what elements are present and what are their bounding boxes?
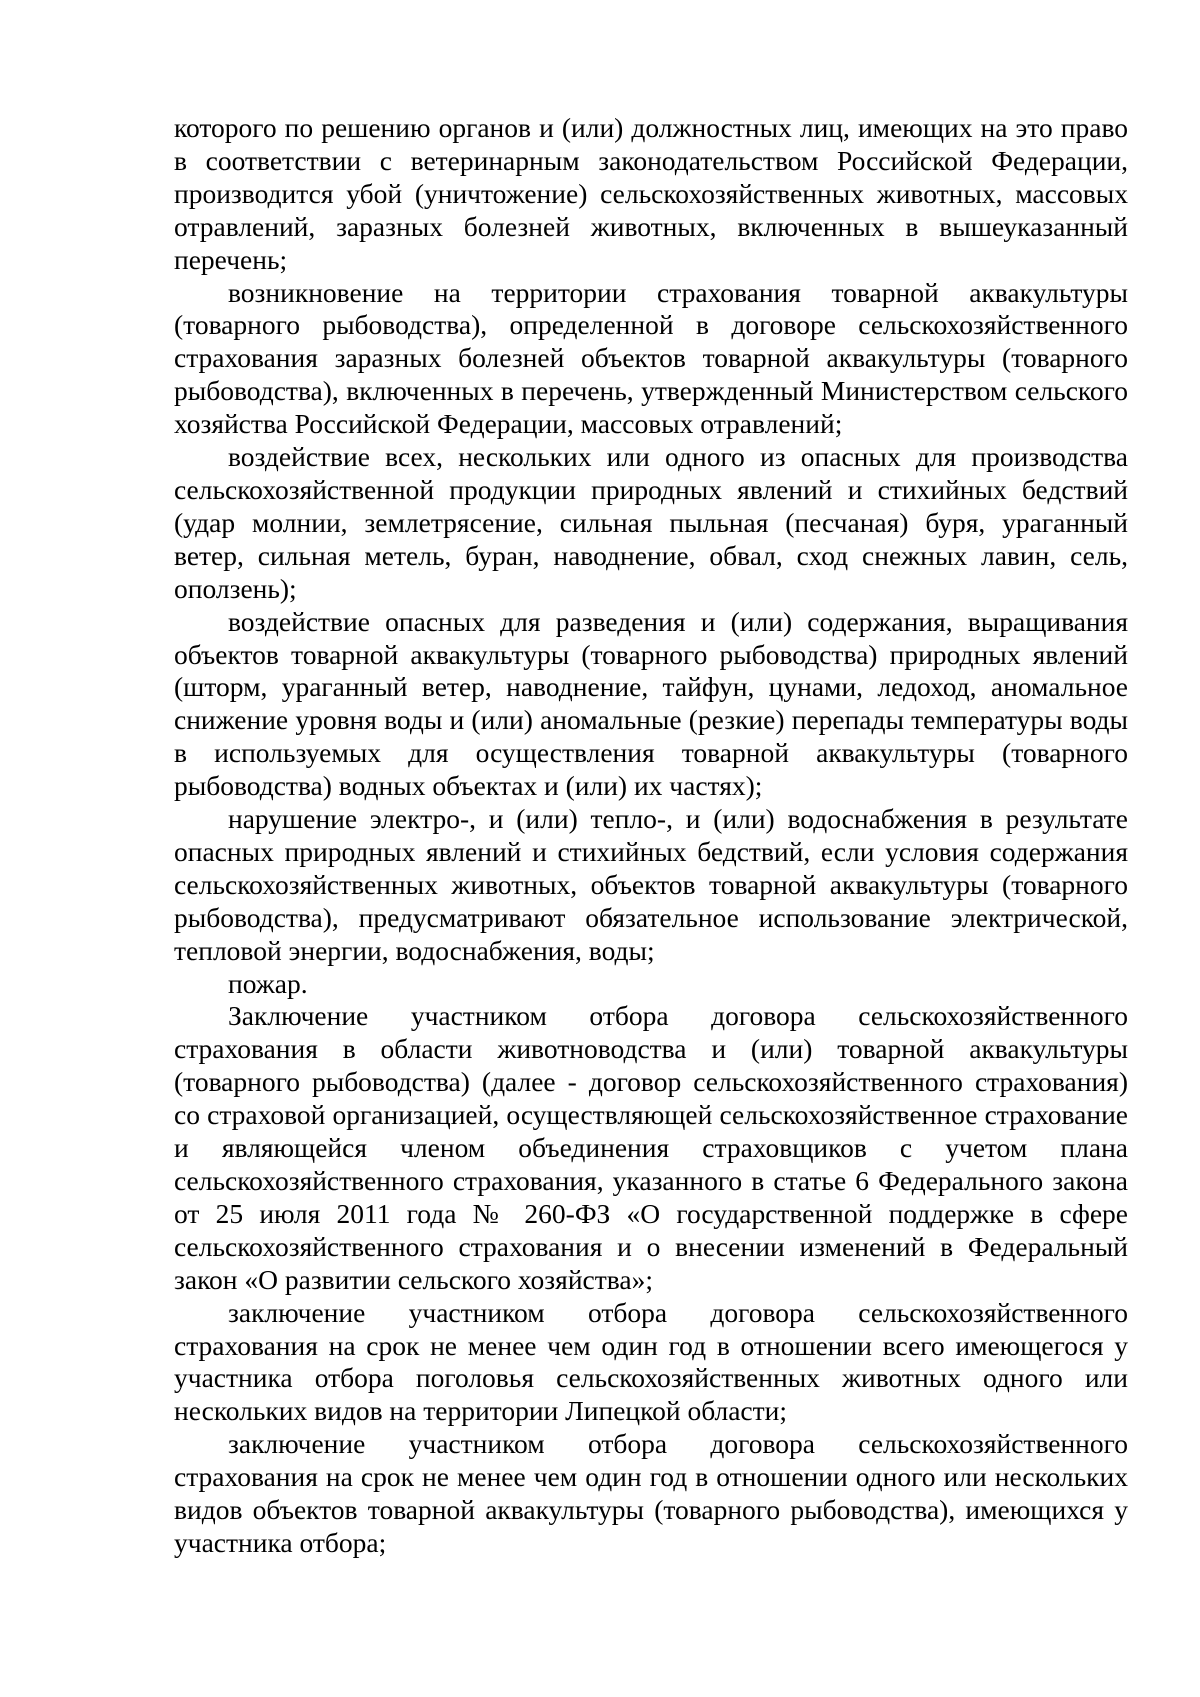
paragraph-aquaculture-diseases: возникновение на территории страхования товарной аквакультуры (товарного рыбоводства), определенной в договоре сельскохозяйственного страхования заразных болезней объектов товарной аквакультуры (товарного рыбоводства), включенных в перечень, утвержденный Министерством сельского хозяйства Российской Федерации, массовых отравлений; [174, 276, 1128, 440]
paragraph-fire: пожар. [228, 967, 308, 999]
paragraph-utility-disruption: нарушение электро-, и (или) тепло-, и (или) водоснабжения в результате опасных природных явлений и стихийных бедствий, если условия содержания сельскохозяйственных животных, объектов товарной аквакультуры (товарного рыбоводства), предусматривают обязательное использование электрической, тепловой энергии, водоснабжения, воды; [174, 803, 1128, 966]
paragraph-natural-disasters: воздействие всех, нескольких или одного из опасных для производства сельскохозяйственной продукции природных явлений и стихийных бедствий (удар молнии, землетрясение, сильная пыльная (песчаная) буря, ураганный ветер, сильная метель, буран, наводнение, обвал, сход снежных лавин, сель, оползень); [174, 441, 1128, 604]
paragraph-livestock-contract: заключение участником отбора договора сельскохозяйственного страхования на срок не менее чем один год в отношении всего имеющегося у участника отбора поголовья сельскохозяйственных животных одного или нескольких видов на территории Липецкой области; [174, 1296, 1128, 1427]
document-page [174, 112, 1128, 1560]
paragraph-aquaculture-contract: заключение участником отбора договора сельскохозяйственного страхования на срок не менее чем один год в отношении одного или нескольких видов объектов товарной аквакультуры (товарного рыбоводства), имеющихся у участника отбора; [174, 1428, 1128, 1558]
paragraph-insurance-contract: Заключение участником отбора договора сельскохозяйственного страхования в области животноводства и (или) товарной аквакультуры (товарного рыбоводства) (далее - договор сельскохозяйственного страхования) со страховой организацией, осуществляющей сельскохозяйственное страхование и являющейся членом объединения страховщиков с учетом плана сельскохозяйственного страхования, указанного в статье 6 Федерального закона от 25 июля 2011 года № 260-ФЗ «О государственной поддержке в сфере сельскохозяйственного страхования и о внесении изменений в Федеральный закон «О развитии сельского хозяйства»; [174, 1000, 1128, 1295]
paragraph-aquaculture-natural-phenomena: воздействие опасных для разведения и (или) содержания, выращивания объектов товарной аквакультуры (товарного рыбоводства) природных явлений (шторм, ураганный ветер, наводнение, тайфун, цунами, ледоход, аномальное снижение уровня воды и (или) аномальные (резкие) перепады температуры воды в используемых для осуществления товарной аквакультуры (товарного рыбоводства) водных объектах и (или) их частях); [174, 605, 1128, 802]
paragraph-continuation: которого по решению органов и (или) должностных лиц, имеющих на это право в соответствии с ветеринарным законодательством Российской Федерации, производится убой (уничтожение) сельскохозяйственных животных, массовых отравлений, заразных болезней животных, включенных в вышеуказанный перечень; [174, 112, 1128, 275]
